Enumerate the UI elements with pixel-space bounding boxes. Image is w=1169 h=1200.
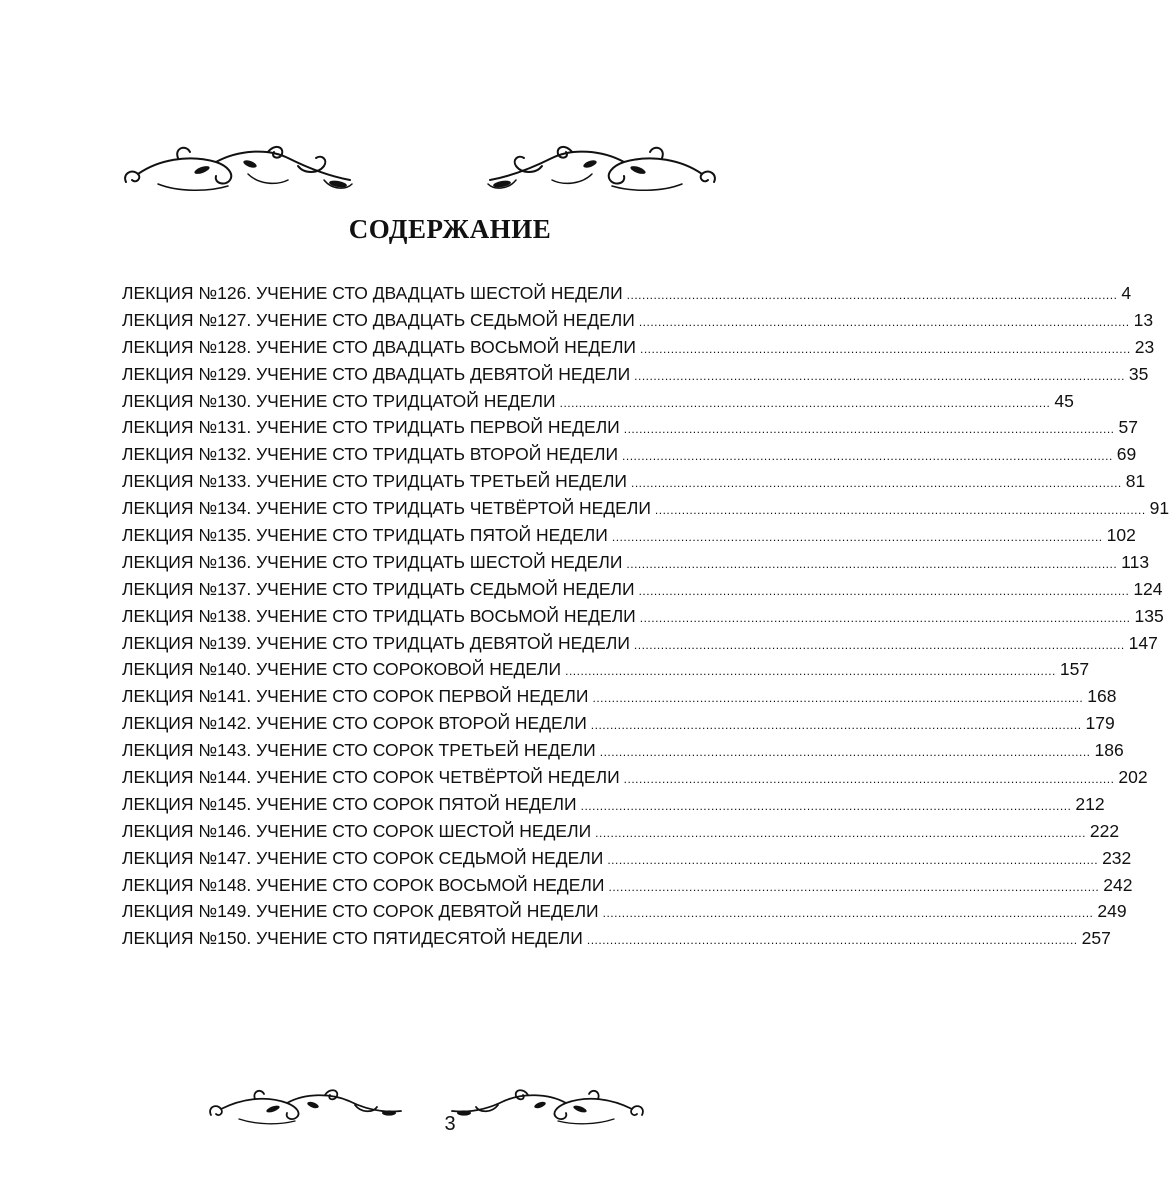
toc-entry[interactable] bbox=[122, 767, 1148, 794]
leader-dots: ................................................................................................................................ bbox=[599, 745, 1091, 760]
toc-entry-page: 45 bbox=[1054, 390, 1074, 411]
toc-entry-title: ЛЕКЦИЯ №140. УЧЕНИЕ СТО СОРОКОВОЙ НЕДЕЛИ bbox=[122, 659, 562, 680]
toc-entry[interactable] bbox=[122, 928, 1111, 955]
leader-dots: ................................................................................................................................ bbox=[626, 556, 1118, 571]
page-title: СОДЕРЖАНИЕ bbox=[348, 214, 552, 244]
toc-entry-page: 157 bbox=[1059, 659, 1090, 680]
leader-dots: ................................................................................................................................ bbox=[623, 772, 1115, 787]
leader-dots: ................................................................................................................................ bbox=[608, 879, 1100, 894]
toc-entry-title: ЛЕКЦИЯ №142. УЧЕНИЕ СТО СОРОК ВТОРОЙ НЕДЕЛИ bbox=[122, 713, 587, 734]
toc-entry-title: ЛЕКЦИЯ №148. УЧЕНИЕ СТО СОРОК ВОСЬМОЙ НЕДЕЛИ bbox=[122, 874, 605, 895]
toc-entry-title: ЛЕКЦИЯ №135. УЧЕНИЕ СТО ТРИДЦАТЬ ПЯТОЙ НЕДЕЛИ bbox=[122, 525, 608, 546]
toc-entry[interactable] bbox=[122, 525, 1136, 552]
toc-entry-title: ЛЕКЦИЯ №150. УЧЕНИЕ СТО ПЯТИДЕСЯТОЙ НЕДЕЛИ bbox=[122, 928, 583, 949]
floral-scroll-ornament-icon bbox=[118, 140, 358, 200]
toc-entry-title: ЛЕКЦИЯ №146. УЧЕНИЕ СТО СОРОК ШЕСТОЙ НЕДЕЛИ bbox=[122, 820, 592, 841]
toc-entry-page: 186 bbox=[1094, 740, 1124, 761]
toc-entry[interactable] bbox=[122, 336, 1155, 364]
toc-entry[interactable] bbox=[122, 417, 1138, 444]
leader-dots: ................................................................................................................................ bbox=[611, 530, 1103, 545]
leader-dots: ................................................................................................................................ bbox=[559, 395, 1051, 410]
toc-entry[interactable] bbox=[122, 793, 1105, 821]
toc-entry[interactable] bbox=[122, 659, 1090, 686]
toc-entry-title: ЛЕКЦИЯ №132. УЧЕНИЕ СТО ТРИДЦАТЬ ВТОРОЙ НЕДЕЛИ bbox=[122, 444, 619, 465]
toc-entry-title: ЛЕКЦИЯ №131. УЧЕНИЕ СТО ТРИДЦАТЬ ПЕРВОЙ НЕДЕЛИ bbox=[122, 417, 620, 438]
leader-dots: ................................................................................................................................ bbox=[633, 637, 1125, 652]
leader-dots: ................................................................................................................................ bbox=[638, 314, 1130, 329]
toc-entry-page: 212 bbox=[1075, 793, 1105, 814]
toc-entry-page: 222 bbox=[1089, 820, 1120, 841]
toc-entry[interactable] bbox=[122, 847, 1132, 875]
leader-dots: ................................................................................................................................ bbox=[640, 341, 1131, 356]
toc-entry-page: 91 bbox=[1149, 498, 1169, 519]
toc-entry-page: 113 bbox=[1121, 551, 1150, 572]
leader-dots: ................................................................................................................................ bbox=[654, 503, 1146, 518]
toc-entry-title: ЛЕКЦИЯ №126. УЧЕНИЕ СТО ДВАДЦАТЬ ШЕСТОЙ НЕДЕЛИ bbox=[122, 283, 623, 303]
toc-entry-title: ЛЕКЦИЯ №129. УЧЕНИЕ СТО ДВАДЦАТЬ ДЕВЯТОЙ НЕДЕЛИ bbox=[122, 363, 631, 384]
toc-entry[interactable] bbox=[122, 578, 1163, 606]
leader-dots: ................................................................................................................................ bbox=[592, 691, 1084, 706]
toc-entry[interactable] bbox=[122, 740, 1124, 767]
leader-dots: ................................................................................................................................ bbox=[638, 583, 1130, 598]
toc-entry-title: ЛЕКЦИЯ №138. УЧЕНИЕ СТО ТРИДЦАТЬ ВОСЬМОЙ НЕДЕЛИ bbox=[122, 605, 636, 626]
leader-dots: ................................................................................................................................ bbox=[623, 422, 1115, 437]
toc-entry[interactable] bbox=[122, 363, 1149, 391]
toc-entry[interactable] bbox=[122, 498, 1169, 525]
floral-scroll-ornament-icon bbox=[482, 140, 722, 200]
toc-entry-title: ЛЕКЦИЯ №130. УЧЕНИЕ СТО ТРИДЦАТОЙ НЕДЕЛИ bbox=[122, 390, 556, 411]
toc-entry[interactable] bbox=[122, 551, 1150, 579]
toc-entry[interactable] bbox=[122, 820, 1120, 848]
toc-entry[interactable] bbox=[122, 901, 1127, 928]
toc-entry-title: ЛЕКЦИЯ №127. УЧЕНИЕ СТО ДВАДЦАТЬ СЕДЬМОЙ НЕДЕЛИ bbox=[122, 309, 635, 330]
leader-dots: ................................................................................................................................ bbox=[607, 852, 1099, 867]
toc-entry-page: 124 bbox=[1133, 578, 1163, 599]
toc-entry-page: 249 bbox=[1097, 901, 1127, 922]
leader-dots: ................................................................................................................................ bbox=[631, 476, 1122, 491]
toc-entry[interactable] bbox=[122, 686, 1117, 713]
toc-entry-page: 257 bbox=[1081, 928, 1111, 949]
page-number: 3 bbox=[444, 1113, 456, 1135]
toc-entry-title: ЛЕКЦИЯ №134. УЧЕНИЕ СТО ТРИДЦАТЬ ЧЕТВЁРТОЙ НЕДЕЛИ bbox=[122, 498, 651, 519]
toc-entry-page: 81 bbox=[1125, 471, 1146, 492]
table-of-contents bbox=[122, 283, 1169, 955]
toc-entry-page: 202 bbox=[1118, 767, 1148, 788]
toc-entry-page: 4 bbox=[1121, 283, 1132, 303]
toc-entry-page: 179 bbox=[1085, 713, 1115, 734]
leader-dots: ................................................................................................................................ bbox=[590, 718, 1082, 733]
leader-dots: ................................................................................................................................ bbox=[639, 610, 1131, 625]
toc-entry-page: 102 bbox=[1106, 525, 1136, 546]
toc-entry-title: ЛЕКЦИЯ №143. УЧЕНИЕ СТО СОРОК ТРЕТЬЕЙ НЕДЕЛИ bbox=[122, 740, 596, 761]
leader-dots: ................................................................................................................................ bbox=[580, 798, 1072, 813]
toc-entry-title: ЛЕКЦИЯ №137. УЧЕНИЕ СТО ТРИДЦАТЬ СЕДЬМОЙ НЕДЕЛИ bbox=[122, 578, 635, 599]
leader-dots: ................................................................................................................................ bbox=[634, 368, 1125, 383]
toc-entry-page: 242 bbox=[1103, 874, 1133, 895]
toc-entry-page: 23 bbox=[1134, 336, 1155, 357]
toc-entry-page: 168 bbox=[1087, 686, 1117, 707]
toc-entry-title: ЛЕКЦИЯ №136. УЧЕНИЕ СТО ТРИДЦАТЬ ШЕСТОЙ НЕДЕЛИ bbox=[122, 551, 623, 572]
leader-dots: ................................................................................................................................ bbox=[622, 449, 1113, 464]
toc-entry-title: ЛЕКЦИЯ №128. УЧЕНИЕ СТО ДВАДЦАТЬ ВОСЬМОЙ НЕДЕЛИ bbox=[122, 336, 637, 357]
leader-dots: ................................................................................................................................ bbox=[602, 906, 1094, 921]
toc-entry[interactable] bbox=[122, 874, 1133, 902]
leader-dots: ................................................................................................................................ bbox=[586, 933, 1078, 948]
toc-entry[interactable] bbox=[122, 444, 1137, 471]
toc-entry[interactable] bbox=[122, 390, 1074, 418]
toc-entry-title: ЛЕКЦИЯ №147. УЧЕНИЕ СТО СОРОК СЕДЬМОЙ НЕДЕЛИ bbox=[122, 847, 604, 868]
toc-entry[interactable] bbox=[122, 713, 1115, 740]
toc-entry-page: 57 bbox=[1118, 417, 1138, 438]
leader-dots: ................................................................................................................................ bbox=[565, 664, 1056, 679]
toc-entry[interactable] bbox=[122, 632, 1158, 660]
toc-entry-page: 135 bbox=[1134, 605, 1164, 626]
toc-entry-title: ЛЕКЦИЯ №141. УЧЕНИЕ СТО СОРОК ПЕРВОЙ НЕДЕЛИ bbox=[122, 686, 589, 707]
toc-entry[interactable] bbox=[122, 605, 1164, 633]
toc-entry-title: ЛЕКЦИЯ №145. УЧЕНИЕ СТО СОРОК ПЯТОЙ НЕДЕЛИ bbox=[122, 793, 577, 814]
toc-entry-page: 147 bbox=[1128, 632, 1158, 653]
toc-entry-page: 35 bbox=[1128, 363, 1149, 384]
leader-dots: ................................................................................................................................ bbox=[626, 288, 1118, 302]
toc-entry[interactable] bbox=[122, 471, 1146, 498]
toc-entry-title: ЛЕКЦИЯ №149. УЧЕНИЕ СТО СОРОК ДЕВЯТОЙ НЕДЕЛИ bbox=[122, 901, 599, 922]
toc-entry-title: ЛЕКЦИЯ №144. УЧЕНИЕ СТО СОРОК ЧЕТВЁРТОЙ НЕДЕЛИ bbox=[122, 767, 620, 788]
toc-entry-page: 232 bbox=[1102, 847, 1132, 868]
toc-entry[interactable] bbox=[122, 309, 1154, 337]
leader-dots: ................................................................................................................................ bbox=[595, 825, 1086, 840]
toc-entry-page: 69 bbox=[1116, 444, 1137, 465]
toc-entry[interactable] bbox=[122, 283, 1132, 310]
toc-entry-page: 13 bbox=[1133, 309, 1154, 330]
toc-entry-title: ЛЕКЦИЯ №139. УЧЕНИЕ СТО ТРИДЦАТЬ ДЕВЯТОЙ НЕДЕЛИ bbox=[122, 632, 630, 653]
toc-entry-title: ЛЕКЦИЯ №133. УЧЕНИЕ СТО ТРИДЦАТЬ ТРЕТЬЕЙ НЕДЕЛИ bbox=[122, 471, 628, 492]
